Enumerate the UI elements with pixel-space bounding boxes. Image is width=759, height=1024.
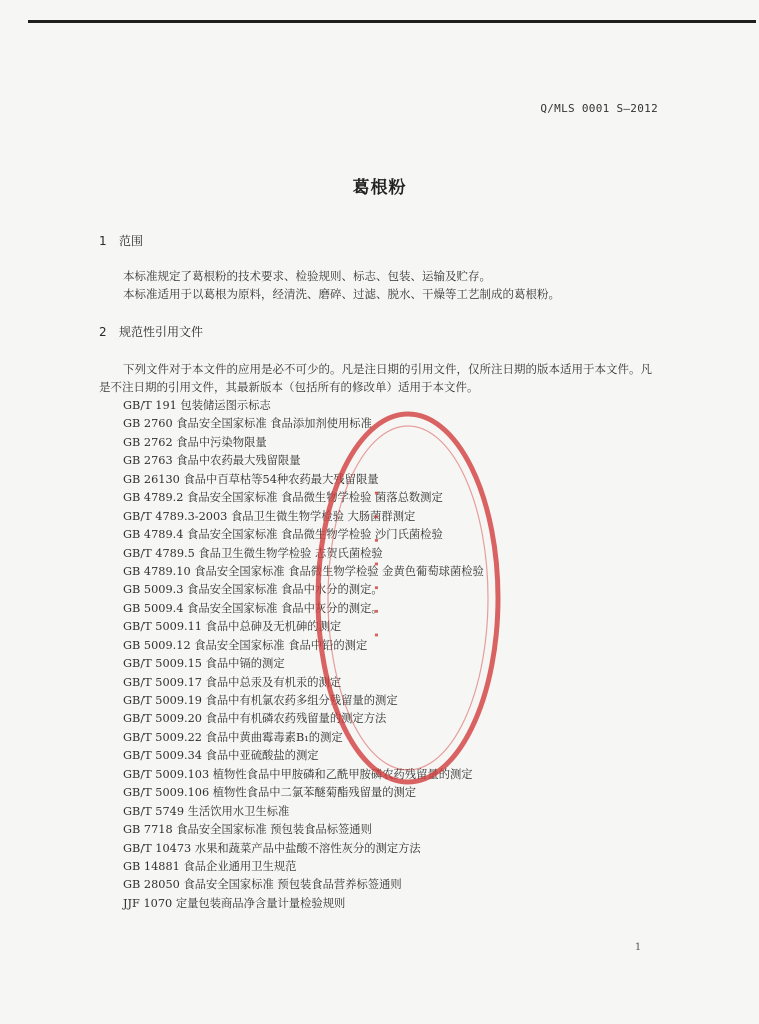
reference-item: GB 4789.10 食品安全国家标准 食品微生物学检验 金黄色葡萄球菌检验 <box>123 564 484 578</box>
scope-paragraphs <box>99 267 659 303</box>
reference-item: GB 5009.3 食品安全国家标准 食品中水分的测定。 <box>123 583 383 597</box>
reference-item: JJF 1070 定量包装商品净含量计量检验规则 <box>123 896 346 910</box>
section-number: 1 <box>99 234 107 248</box>
scope-paragraph: 本标准适用于以葛根为原料，经清洗、磨碎、过滤、脱水、干燥等工艺制成的葛根粉。 <box>123 287 560 301</box>
section-title: 规范性引用文件 <box>119 325 204 339</box>
reference-item: GB/T 5009.11 食品中总砷及无机砷的测定 <box>123 620 342 634</box>
reference-list <box>123 397 484 913</box>
reference-item: GB/T 5009.15 食品中镉的测定 <box>123 657 285 671</box>
reference-item: GB 2763 食品中农药最大残留限量 <box>123 454 301 468</box>
section-heading-normative-references <box>99 323 203 340</box>
reference-item: GB 26130 食品中百草枯等54种农药最大残留限量 <box>123 472 379 486</box>
header-rule <box>28 20 756 23</box>
standard-code: Q/MLS 0001 S—2012 <box>540 102 658 115</box>
reference-item: GB/T 5009.22 食品中黄曲霉毒素B₁的测定 <box>123 730 343 744</box>
section-number: 2 <box>99 325 107 339</box>
reference-item: GB/T 5009.20 食品中有机磷农药残留量的测定方法 <box>123 712 387 726</box>
reference-item: GB/T 191 包装储运图示标志 <box>123 399 271 412</box>
reference-item: GB/T 5009.106 植物性食品中二氯苯醚菊酯残留量的测定 <box>123 786 417 800</box>
reference-item: GB 28050 食品安全国家标准 预包装食品营养标签通则 <box>123 878 402 892</box>
reference-item: GB/T 5749 生活饮用水卫生标准 <box>123 804 290 818</box>
reference-item: GB 2762 食品中污染物限量 <box>123 435 267 449</box>
reference-item: GB/T 5009.19 食品中有机氯农药多组分残留量的测定 <box>123 694 398 707</box>
section-title: 范围 <box>119 234 144 248</box>
scope-paragraph: 本标准规定了葛根粉的技术要求、检验规则、标志、包装、运输及贮存。 <box>123 269 491 283</box>
section-heading-scope <box>99 232 143 249</box>
svg-text:· · · · · · ·: · · · · · · · <box>367 484 386 638</box>
references-intro-paragraph: 下列文件对于本文件的应用是必不可少的。凡是注日期的引用文件，仅所注日期的版本适用于本文件。凡是不注日期的引用文件，其最新版本（包括所有的修改单）适用于本文件。 <box>99 362 652 394</box>
reference-item: GB/T 4789.5 食品卫生微生物学检验 志贺氏菌检验 <box>123 546 383 560</box>
reference-item: GB 4789.2 食品安全国家标准 食品微生物学检验 菌落总数测定 <box>123 491 443 505</box>
reference-item: GB 4789.4 食品安全国家标准 食品微生物学检验 沙门氏菌检验 <box>123 528 443 542</box>
reference-item: GB/T 10473 水果和蔬菜产品中盐酸不溶性灰分的测定方法 <box>123 841 421 855</box>
document-title: 葛根粉 <box>352 178 407 198</box>
reference-item: GB/T 5009.34 食品中亚硫酸盐的测定 <box>123 749 319 763</box>
reference-item: GB 5009.12 食品安全国家标准 食品中铅的测定 <box>123 638 368 652</box>
page-number: 1 <box>634 942 642 953</box>
reference-item: GB/T 5009.103 植物性食品中甲胺磷和乙酰甲胺磷农药残留量的测定 <box>123 767 473 781</box>
references-intro <box>99 360 661 396</box>
reference-item: GB/T 5009.17 食品中总汞及有机汞的测定 <box>123 675 342 689</box>
reference-item: GB/T 4789.3-2003 食品卫生微生物学检验 大肠菌群测定 <box>123 509 416 523</box>
reference-item: GB 2760 食品安全国家标准 食品添加剂使用标准 <box>123 417 372 431</box>
reference-item: GB 7718 食品安全国家标准 预包装食品标签通则 <box>123 823 372 837</box>
reference-item: GB 14881 食品企业通用卫生规范 <box>123 859 297 873</box>
reference-item: GB 5009.4 食品安全国家标准 食品中灰分的测定。 <box>123 601 383 615</box>
